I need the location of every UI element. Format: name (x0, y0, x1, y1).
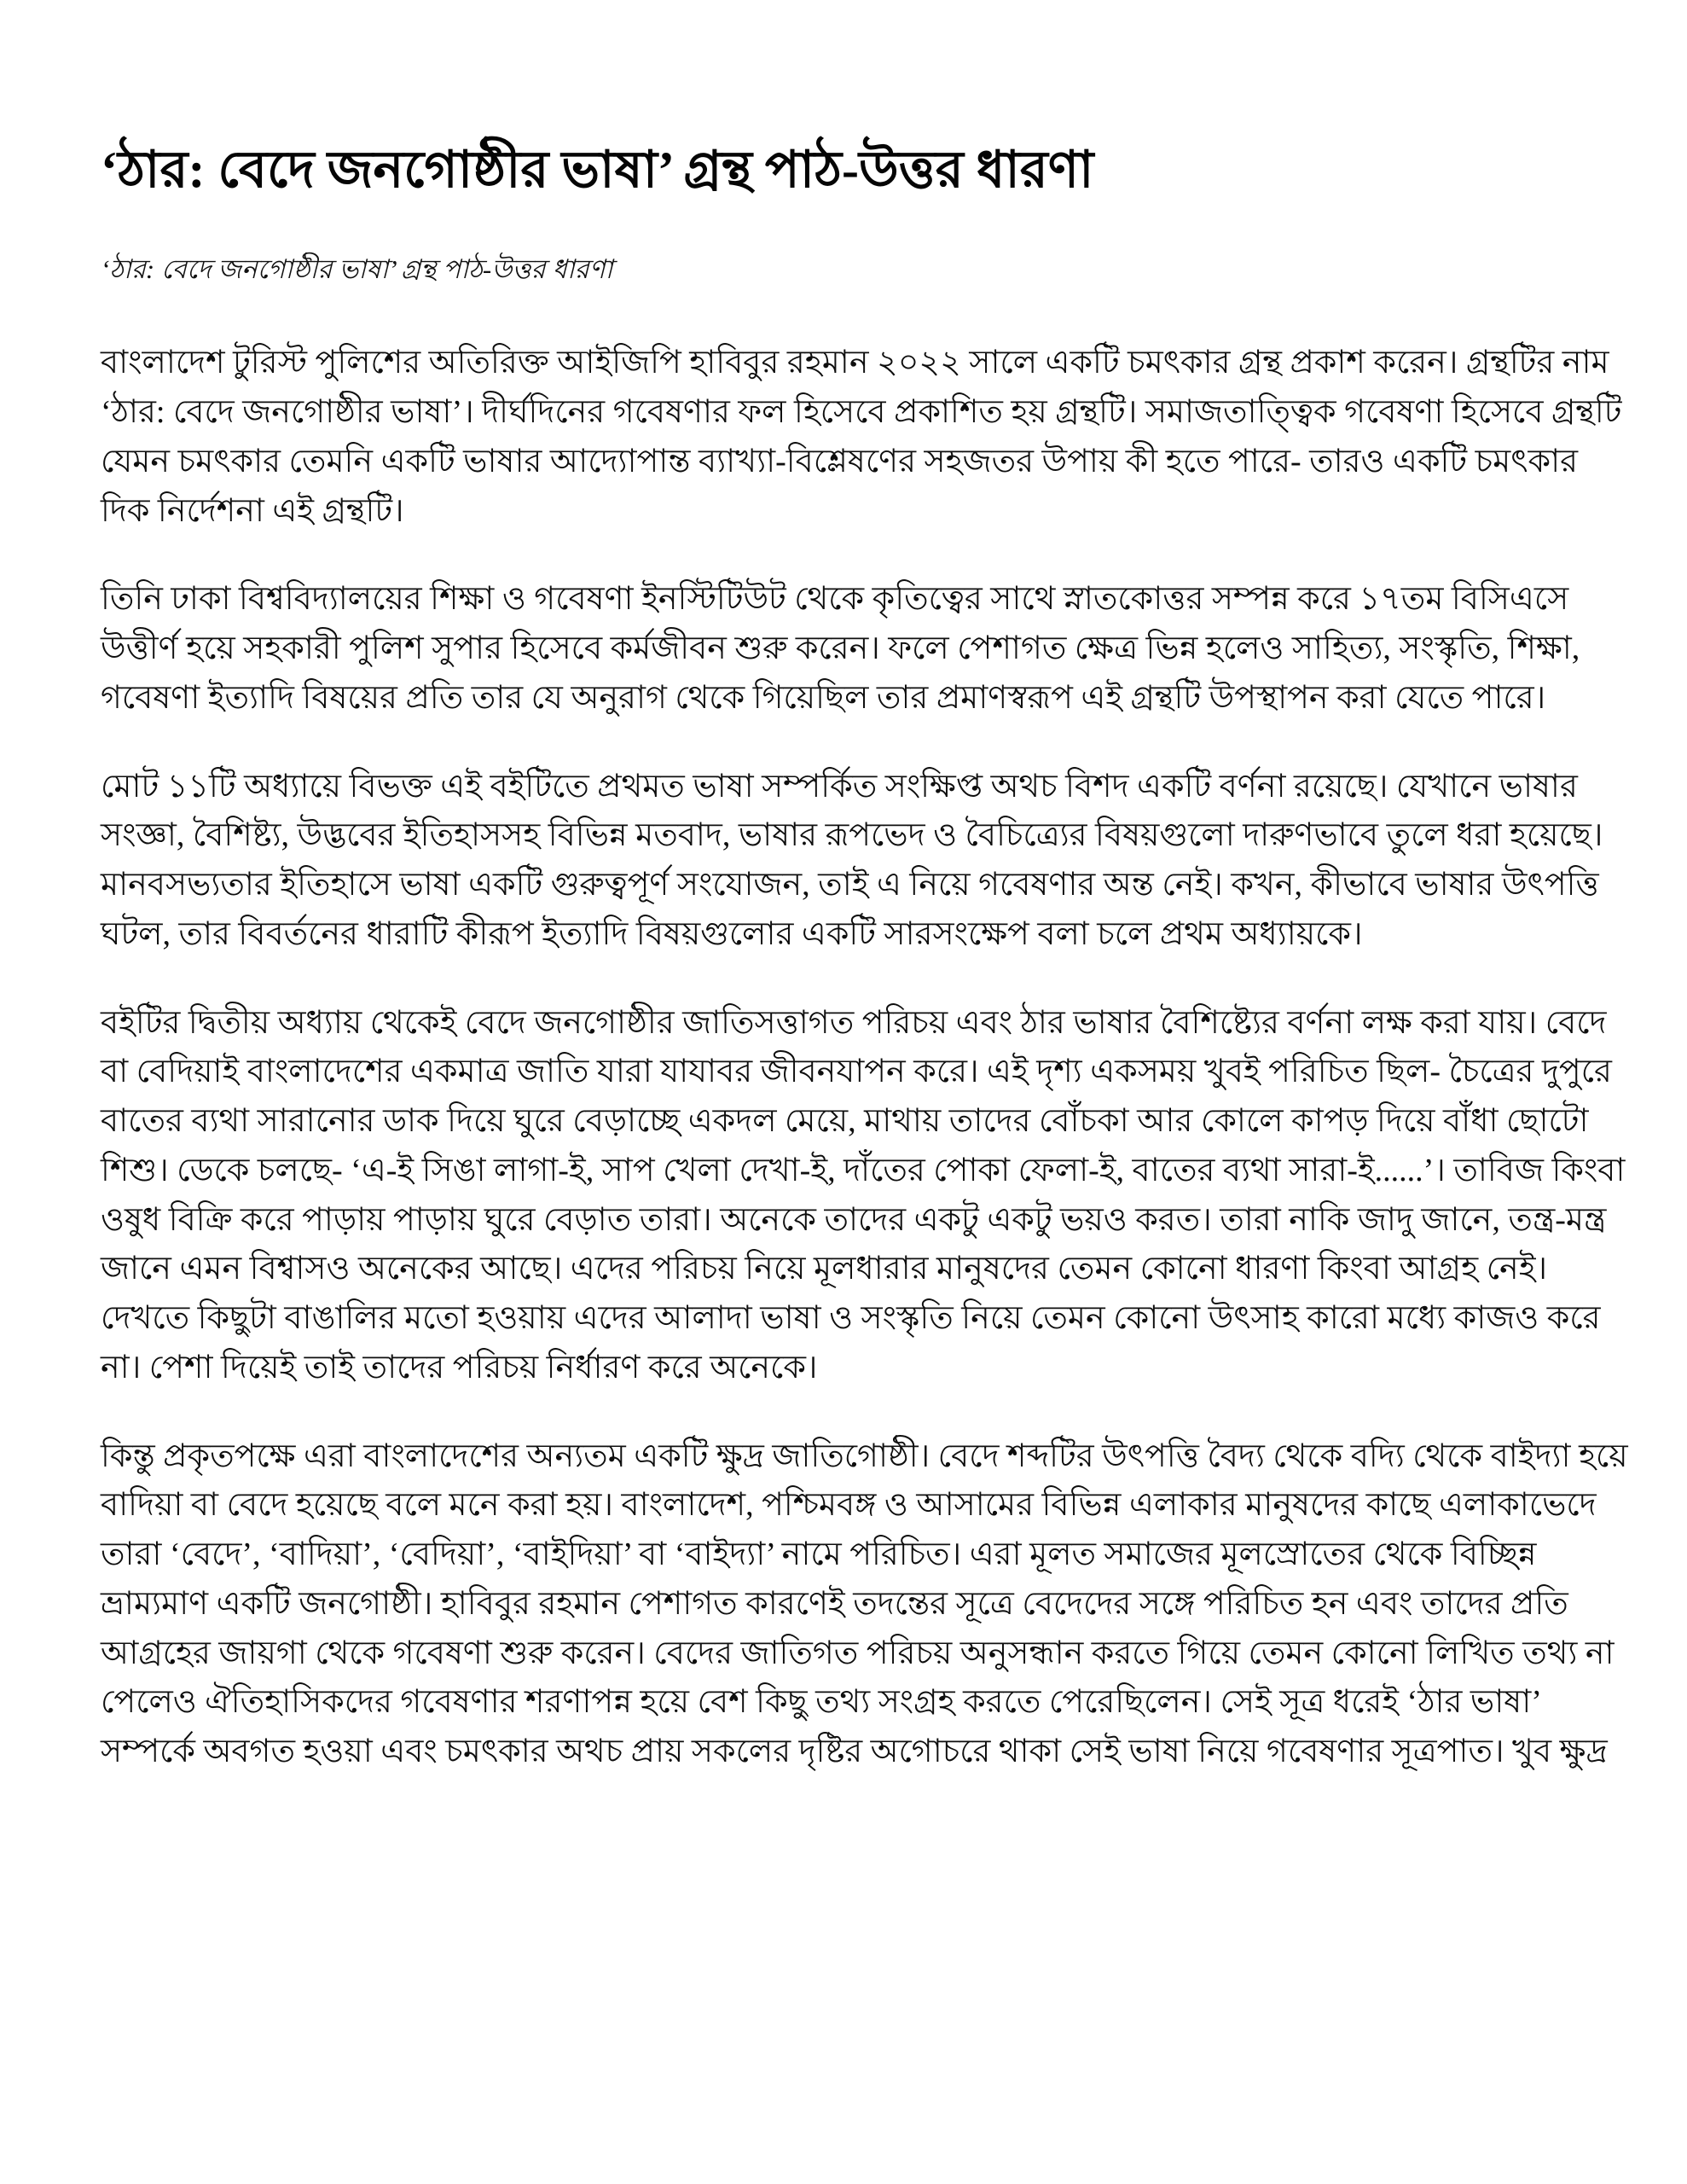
paragraph-5: কিন্তু প্রকৃতপক্ষে এরা বাংলাদেশের অন্যতম একটি ক্ষুদ্র জাতিগোষ্ঠী। বেদে শব্দটির উৎপত্তি বৈদ্য থেকে বদ্যি থেকে বাইদ্যা হয়ে বাদিয়া বা বেদে হয়েছে বলে মনে করা হয়। বাংলাদেশ, পশ্চিমবঙ্গ ও আসামের বিভিন্ন এলাকার মানুষদের কাছে এলাকাভেদে তারা ‘বেদে’, ‘বাদিয়া’, ‘বেদিয়া’, ‘বাইদিয়া’ বা ‘বাইদ্যা’ নামে পরিচিত। এরা মূলত সমাজের মূলস্রোতের থেকে বিচ্ছিন্ন ভ্রাম্যমাণ একটি জনগোষ্ঠী। হাবিবুর রহমান পেশাগত কারণেই তদন্তের সূত্রে বেদেদের সঙ্গে পরিচিত হন এবং তাদের প্রতি আগ্রহের জায়গা থেকে গবেষণা শুরু করেন। বেদের জাতিগত পরিচয় অনুসন্ধান করতে গিয়ে তেমন কোনো লিখিত তথ্য না পেলেও ঐতিহাসিকদের গবেষণার শরণাপন্ন হয়ে বেশ কিছু তথ্য সংগ্রহ করতে পেরেছিলেন। সেই সূত্র ধরেই ‘ঠার ভাষা’ সম্পর্কে অবগত হওয়া এবং চমৎকার অথচ প্রায় সকলের দৃষ্টির অগোচরে থাকা সেই ভাষা নিয়ে গবেষণার সূত্রপাত। খুব ক্ষুদ্র (101, 1438, 1628, 1770)
page-title: ‘ঠার: বেদে জনগোষ্ঠীর ভাষা’ গ্রন্থ পাঠ-উত্তর ধারণা (101, 142, 1094, 198)
paragraph-3: মোট ১১টি অধ্যায়ে বিভক্ত এই বইটিতে প্রথমত ভাষা সম্পর্কিত সংক্ষিপ্ত অথচ বিশদ একটি বর্ণনা রয়েছে। যেখানে ভাষার সংজ্ঞা, বৈশিষ্ট্য, উদ্ভবের ইতিহাসসহ বিভিন্ন মতবাদ, ভাষার রূপভেদ ও বৈচিত্র্যের বিষয়গুলো দারুণভাবে তুলে ধরা হয়েছে। মানবসভ্যতার ইতিহাসে ভাষা একটি গুরুত্বপূর্ণ সংযোজন, তাই এ নিয়ে গবেষণার অন্ত নেই। কখন, কীভাবে ভাষার উৎপত্তি ঘটল, তার বিবর্তনের ধারাটি কীরূপ ইত্যাদি বিষয়গুলোর একটি সারসংক্ষেপ বলা চলে প্রথম অধ্যায়কে। (101, 768, 1603, 952)
paragraph-4: বইটির দ্বিতীয় অধ্যায় থেকেই বেদে জনগোষ্ঠীর জাতিসত্তাগত পরিচয় এবং ঠার ভাষার বৈশিষ্ট্যের বর্ণনা লক্ষ করা যায়। বেদে বা বেদিয়াই বাংলাদেশের একমাত্র জাতি যারা যাযাবর জীবনযাপন করে। এই দৃশ্য একসময় খুবই পরিচিত ছিল- চৈত্রের দুপুরে বাতের ব্যথা সারানোর ডাক দিয়ে ঘুরে বেড়াচ্ছে একদল মেয়ে, মাথায় তাদের বোঁচকা আর কোলে কাপড় দিয়ে বাঁধা ছোটো শিশু। ডেকে চলছে- ‘এ-ই সিঙা লাগা-ই, সাপ খেলা দেখা-ই, দাঁতের পোকা ফেলা-ই, বাতের ব্যথা সারা-ই......’। তাবিজ কিংবা ওষুধ বিক্রি করে পাড়ায় পাড়ায় ঘুরে বেড়াত তারা। অনেকে তাদের একটু একটু ভয়ও করত। তারা নাকি জাদু জানে, তন্ত্র-মন্ত্র জানে এমন বিশ্বাসও অনেকের আছে। এদের পরিচয় নিয়ে মূলধারার মানুষদের তেমন কোনো ধারণা কিংবা আগ্রহ নেই। দেখতে কিছুটা বাঙালির মতো হওয়ায় এদের আলাদা ভাষা ও সংস্কৃতি নিয়ে তেমন কোনো উৎসাহ কারো মধ্যে কাজও করে না। পেশা দিয়েই তাই তাদের পরিচয় নির্ধারণ করে অনেকে। (101, 1004, 1626, 1385)
article-subtitle: ‘ঠার: বেদে জনগোষ্ঠীর ভাষা’ গ্রন্থ পাঠ-উত্তর ধারণা (101, 254, 613, 284)
paragraph-2: তিনি ঢাকা বিশ্ববিদ্যালয়ের শিক্ষা ও গবেষণা ইনস্টিটিউট থেকে কৃতিত্বের সাথে স্নাতকোত্তর সম্পন্ন করে ১৭তম বিসিএসে উত্তীর্ণ হয়ে সহকারী পুলিশ সুপার হিসেবে কর্মজীবন শুরু করেন। ফলে পেশাগত ক্ষেত্র ভিন্ন হলেও সাহিত্য, সংস্কৃতি, শিক্ষা, গবেষণা ইত্যাদি বিষয়ের প্রতি তার যে অনুরাগ থেকে গিয়েছিল তার প্রমাণস্বরূপ এই গ্রন্থটি উপস্থাপন করা যেতে পারে। (101, 581, 1580, 716)
paragraph-1: বাংলাদেশ টুরিস্ট পুলিশের অতিরিক্ত আইজিপি হাবিবুর রহমান ২০২২ সালে একটি চমৎকার গ্রন্থ প্রকাশ করেন। গ্রন্থটির নাম ‘ঠার: বেদে জনগোষ্ঠীর ভাষা’। দীর্ঘদিনের গবেষণার ফল হিসেবে প্রকাশিত হয় গ্রন্থটি। সমাজতাত্ত্বিক গবেষণা হিসেবে গ্রন্থটি যেমন চমৎকার তেমনি একটি ভাষার আদ্যোপান্ত ব্যাখ্যা-বিশ্লেষণের সহজতর উপায় কী হতে পারে- তারও একটি চমৎকার দিক নির্দেশনা এই গ্রন্থটি। (101, 345, 1622, 529)
